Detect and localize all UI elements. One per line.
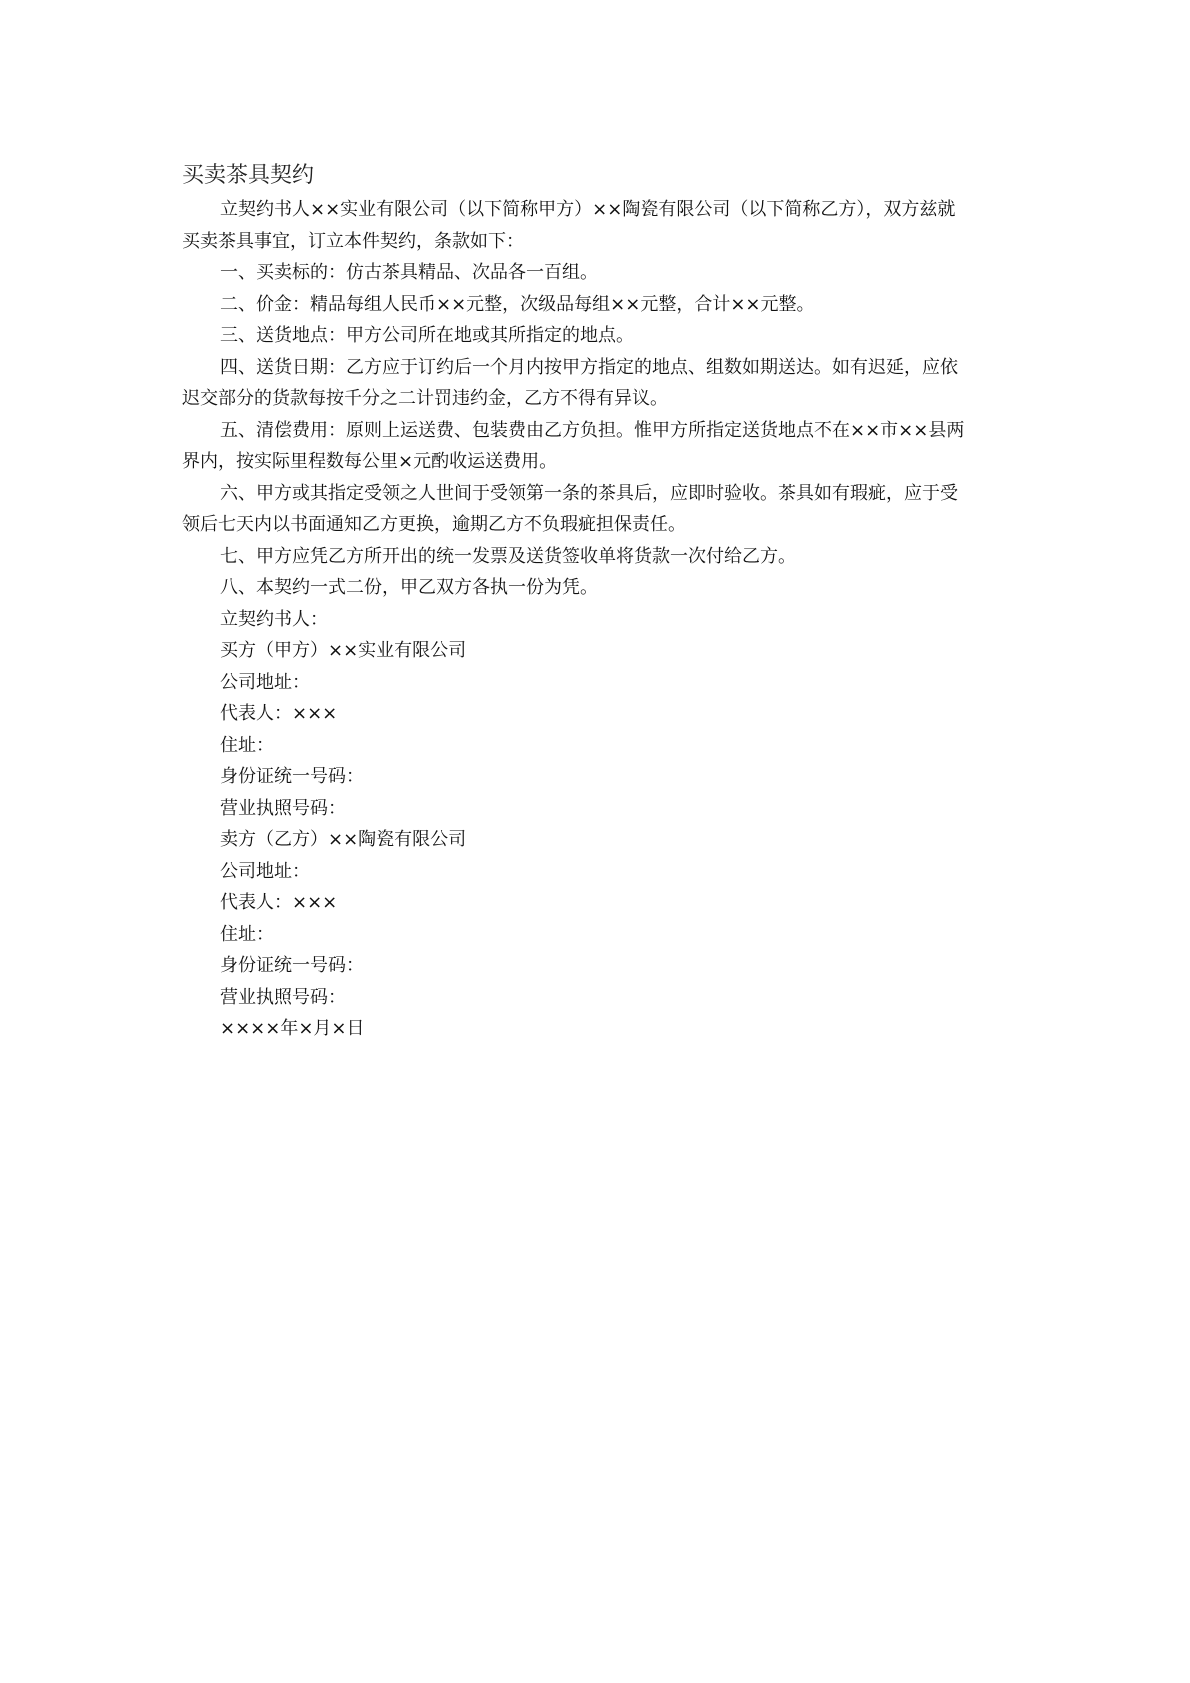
seller-name: 卖方（乙方）××陶瓷有限公司 [220,829,467,850]
buyer-representative: 代表人：××× [220,703,338,724]
seller-representative: 代表人：××× [220,892,338,913]
document-title: 买卖茶具契约 [182,163,315,188]
buyer-residence: 住址： [220,734,274,756]
clause-7: 七、甲方应凭乙方所开出的统一发票及送货签收单将货款一次付给乙方。 [220,545,796,567]
seller-id-number: 身份证统一号码： [220,955,364,976]
buyer-id-number: 身份证统一号码： [220,766,364,787]
seller-residence: 住址： [220,923,274,945]
contract-date: ××××年×月×日 [220,1018,365,1039]
intro-line-1: 立契约书人××实业有限公司（以下简称甲方）××陶瓷有限公司（以下简称乙方），双方兹就 [220,199,956,220]
clause-3: 三、送货地点：甲方公司所在地或其所指定的地点。 [220,325,634,346]
clause-1: 一、买卖标的：仿古茶具精品、次品各一百组。 [220,262,598,283]
clause-5-line-1: 五、清偿费用：原则上运送费、包装费由乙方负担。惟甲方所指定送货地点不在××市××县两 [220,419,965,441]
seller-address: 公司地址： [220,860,310,882]
clause-4 [182,352,1012,415]
clause-5-line-2: 界内，按实际里程数每公里×元酌收运送费用。 [182,451,558,472]
intro-paragraph [182,194,1012,257]
clause-2: 二、价金：精品每组人民币××元整，次级品每组××元整，合计××元整。 [220,293,815,315]
clause-4-line-2: 迟交部分的货款每按千分之二计罚违约金，乙方不得有异议。 [182,388,668,409]
intro-line-2: 买卖茶具事宜，订立本件契约，条款如下： [182,230,524,252]
clause-6 [182,478,1012,541]
signature-header: 立契约书人： [220,608,328,630]
document-page [182,158,1012,1045]
buyer-address: 公司地址： [220,671,310,693]
buyer-license: 营业执照号码： [220,797,346,819]
clause-6-line-1: 六、甲方或其指定受领之人世间于受领第一条的茶具后，应即时验收。茶具如有瑕疵，应于受 [220,482,958,504]
clause-4-line-1: 四、送货日期：乙方应于订约后一个月内按甲方指定的地点、组数如期送达。如有迟延，应依 [220,356,958,378]
buyer-name: 买方（甲方）××实业有限公司 [220,640,467,661]
clause-6-line-2: 领后七天内以书面通知乙方更换，逾期乙方不负瑕疵担保责任。 [182,514,686,535]
clause-5 [182,415,1012,478]
seller-license: 营业执照号码： [220,986,346,1008]
clause-8: 八、本契约一式二份，甲乙双方各执一份为凭。 [220,577,598,598]
